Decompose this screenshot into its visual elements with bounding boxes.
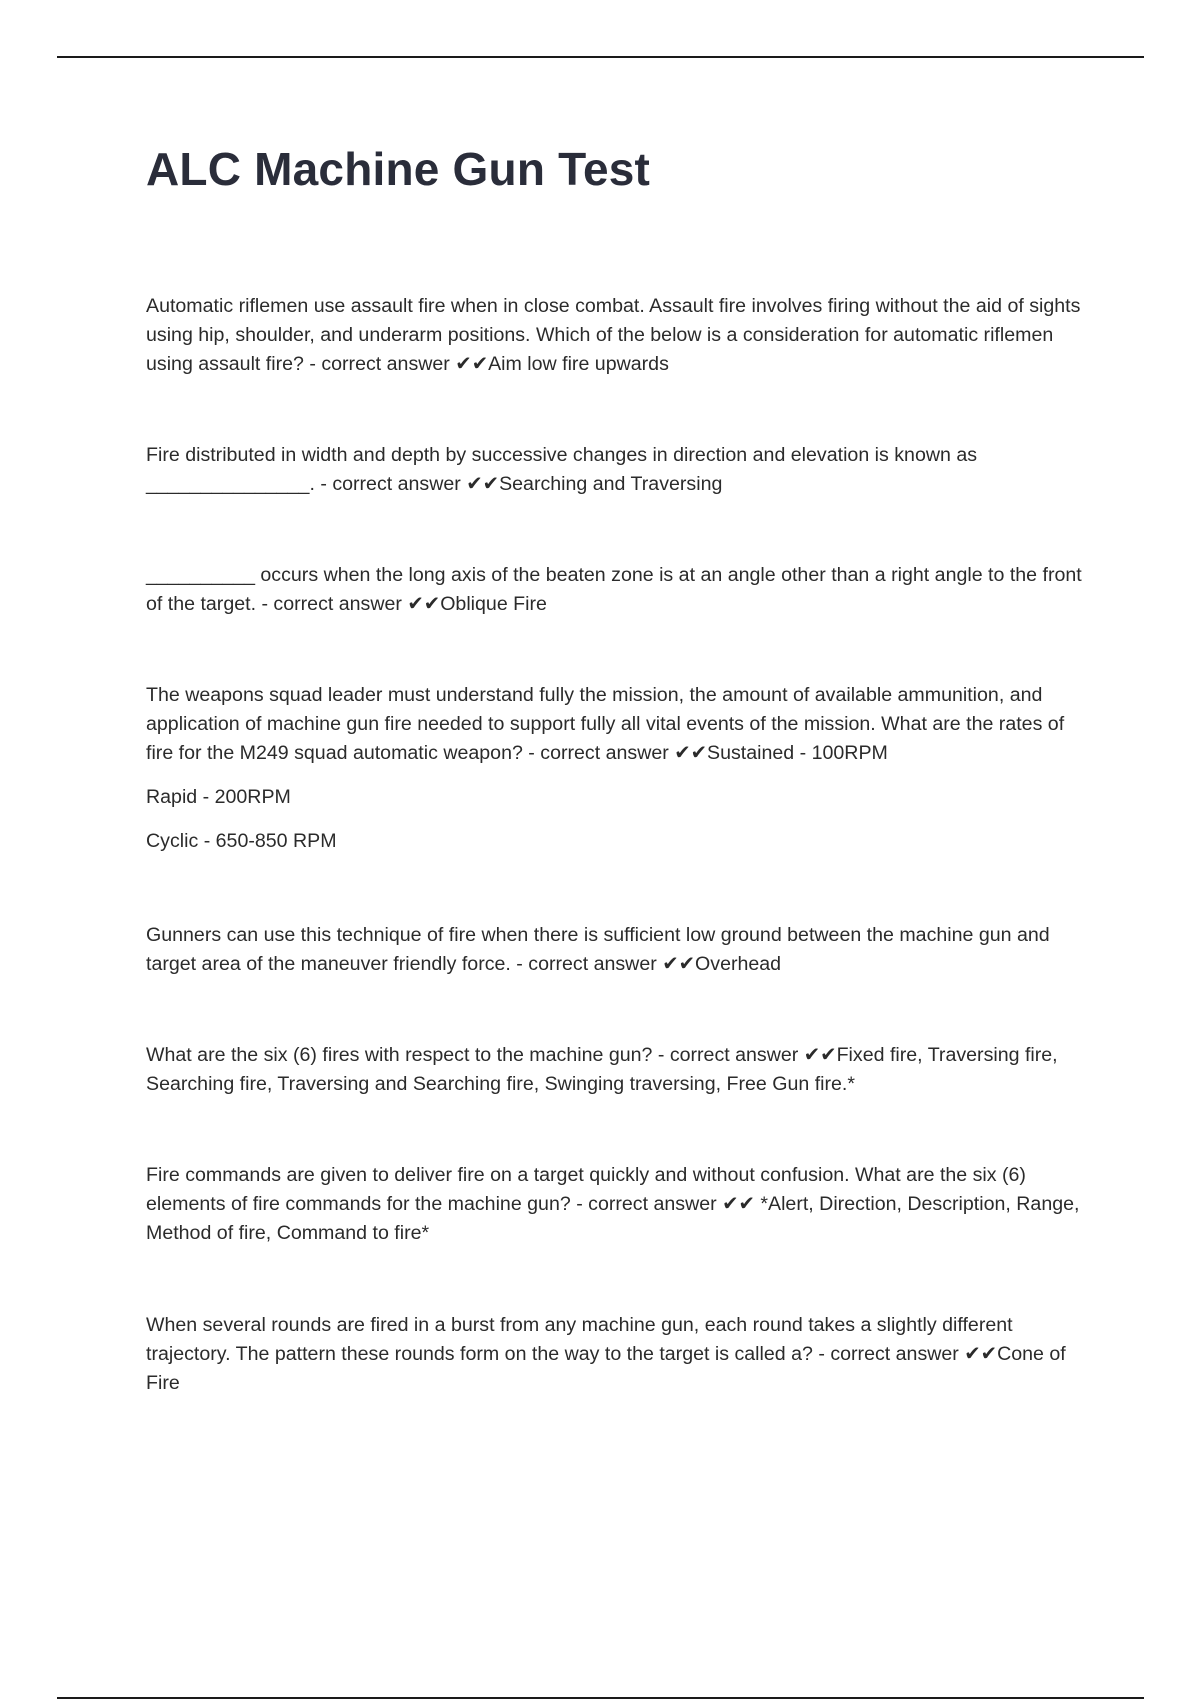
top-rule (57, 56, 1144, 58)
qa-item-3 (146, 561, 1096, 619)
qa-item-1 (146, 292, 1096, 379)
qa-extra-line: Rapid - 200RPM (146, 786, 291, 808)
qa-text: The weapons squad leader must understand fully the mission, the amount of available ammunition, and application of machine gun fire needed to support fully all vital events of the mission. What are the rates of fire for the M249 squad automatic weapon? - correct answer ✔✔Sustained - 100RPM (146, 684, 1065, 764)
qa-extra-line: Cyclic - 650-850 RPM (146, 830, 337, 852)
bottom-rule (57, 1697, 1144, 1699)
qa-text: When several rounds are fired in a burst from any machine gun, each round takes a slightly different trajectory. The pattern these rounds form on the way to the target is called a? - correct answer ✔✔Cone of Fire (146, 1314, 1066, 1394)
qa-text: Automatic riflemen use assault fire when in close combat. Assault fire involves firing without the aid of sights using hip, shoulder, and underarm positions. Which of the below is a consideration for automatic riflemen using assault fire? - correct answer ✔✔Aim low fire upwards (146, 295, 1081, 375)
qa-item-2 (146, 441, 1096, 499)
qa-text: __________ occurs when the long axis of the beaten zone is at an angle other than a right angle to the front of the target. - correct answer ✔✔Oblique Fire (146, 564, 1082, 615)
qa-item-7 (146, 1161, 1096, 1248)
qa-item-5 (146, 921, 1096, 979)
qa-text: Fire commands are given to deliver fire on a target quickly and without confusion. What are the six (6) elements of fire commands for the machine gun? - correct answer ✔✔ *Alert, Direction, Description, Range, Method of fire, Command to fire* (146, 1164, 1080, 1244)
qa-item-4 (146, 681, 1096, 856)
qa-text: Fire distributed in width and depth by successive changes in direction and elevation is known as _______________. - correct answer ✔✔Searching and Traversing (146, 444, 978, 495)
qa-text: Gunners can use this technique of fire when there is sufficient low ground between the machine gun and target area of the maneuver friendly force. - correct answer ✔✔Overhead (146, 924, 1050, 975)
qa-item-6 (146, 1041, 1096, 1099)
page-title: ALC Machine Gun Test (146, 143, 651, 195)
qa-text: What are the six (6) fires with respect to the machine gun? - correct answer ✔✔Fixed fire, Traversing fire, Searching fire, Traversing and Searching fire, Swinging traversing, Free Gun fire.* (146, 1044, 1058, 1095)
qa-item-8 (146, 1311, 1096, 1398)
